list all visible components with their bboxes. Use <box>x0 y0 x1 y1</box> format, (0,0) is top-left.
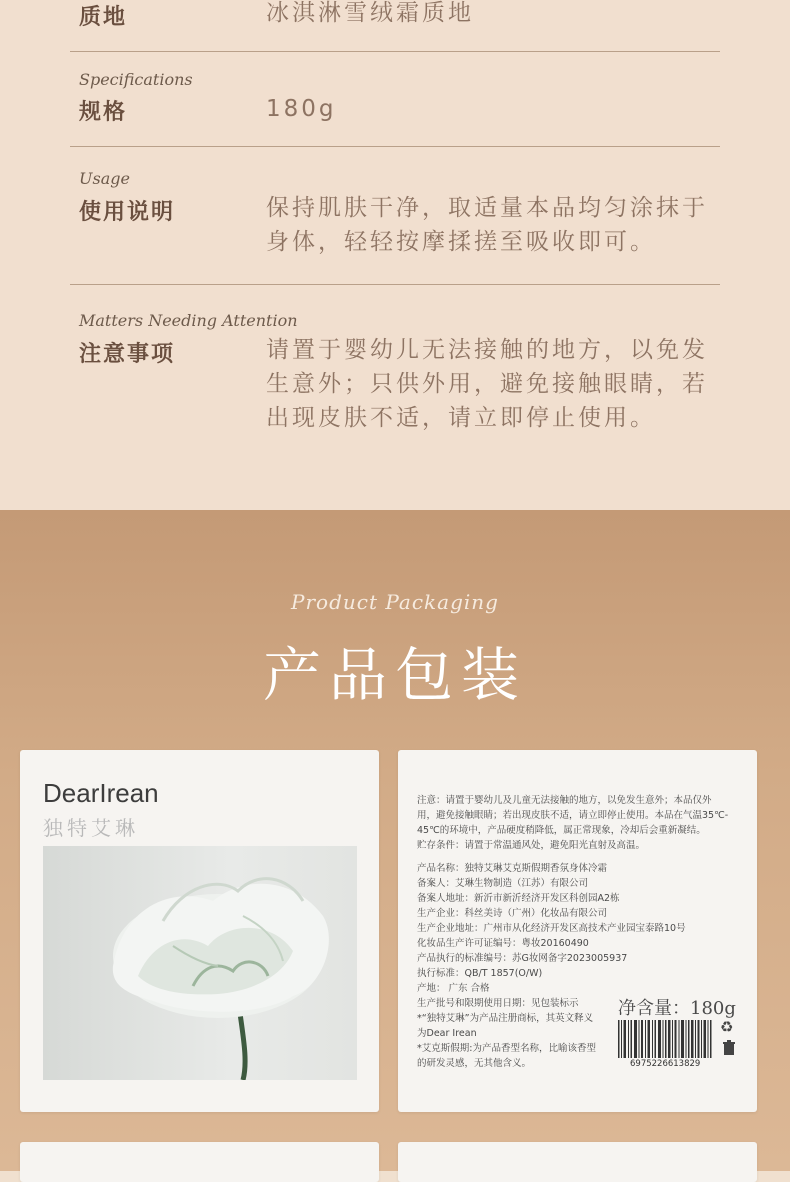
label-line: 化妆品生产许可证编号：粤妆20160490 <box>417 938 589 949</box>
trash-bin-icon <box>722 1040 736 1060</box>
spec-label: 质地 <box>79 5 128 30</box>
label-line: 产品执行的标准编号：苏G妆网备字2023005937 <box>417 953 628 964</box>
recycle-icon: ♻ <box>720 1018 734 1036</box>
label-line: 产品名称：独特艾琳艾克斯假期香氛身体冷霜 <box>417 863 608 874</box>
divider <box>70 284 720 285</box>
spec-label: 规格 <box>79 100 128 125</box>
spec-english-label: Specifications <box>79 70 193 89</box>
label-line: 备案人：艾琳生物制造（江苏）有限公司 <box>417 878 589 889</box>
tulip-photo <box>43 846 357 1080</box>
spec-row-texture <box>70 0 720 50</box>
divider <box>70 146 720 147</box>
spec-section <box>0 0 790 510</box>
spec-value: 180g <box>266 96 337 122</box>
label-line: 为Dear Irean <box>417 1028 477 1039</box>
spec-label: 注意事项 <box>79 342 176 367</box>
spec-row-attention <box>70 311 720 451</box>
barcode-number: 6975226613829 <box>630 1059 701 1069</box>
label-line: 的研发灵感，无其他含义。 <box>417 1058 532 1069</box>
label-line: 生产批号和限期使用日期：见包装标示 <box>417 998 579 1009</box>
label-line: 注意：请置于婴幼儿及儿童无法接触的地方，以免发生意外；本品仅外 <box>417 795 712 806</box>
packaging-section <box>0 510 790 1171</box>
spec-english-label: Usage <box>79 169 130 188</box>
label-line: 生产企业地址：广州市从化经济开发区高技术产业园宝泰路10号 <box>417 923 686 934</box>
tulip-illustration <box>43 846 357 1080</box>
label-line: 生产企业：科丝美诗（广州）化妆品有限公司 <box>417 908 608 919</box>
label-line: 备案人地址：新沂市新沂经济开发区科创园A2栋 <box>417 893 620 904</box>
label-line: 用，避免接触眼睛；若出现皮肤不适，请立即停止使用。本品在气温35℃- <box>417 810 729 821</box>
spec-value: 保持肌肤干净，取适量本品均匀涂抹于身体，轻轻按摩揉搓至吸收即可。 <box>266 195 708 255</box>
packaging-title: 产品包装 <box>262 641 527 709</box>
spec-label: 使用说明 <box>79 200 176 225</box>
label-line: *“独特艾琳”为产品注册商标，其英文释义 <box>417 1013 594 1024</box>
label-line: *艾克斯假期:为产品香型名称，比喻该香型 <box>417 1043 596 1054</box>
label-line: 45℃的环境中，产品硬度稍降低，属正常现象，冷却后会重新凝结。 <box>417 825 706 836</box>
package-card <box>398 1142 757 1182</box>
label-line: 执行标准：QB/T 1857(O/W) <box>417 968 543 979</box>
package-card <box>20 1142 379 1182</box>
packaging-title-english: Product Packaging <box>291 590 499 614</box>
net-content: 净含量：180g <box>618 998 736 1019</box>
spec-value: 冰淇淋雪绒霜质地 <box>266 0 474 26</box>
label-line: 产地： 广东 合格 <box>417 983 490 994</box>
package-back-label <box>398 750 757 1112</box>
barcode <box>618 1020 713 1058</box>
package-front-image <box>20 750 379 1112</box>
brand-logo: DearIrean <box>43 778 159 808</box>
spec-value: 请置于婴幼儿无法接触的地方，以免发生意外；只供外用，避免接触眼睛，若出现皮肤不适，请立即停止使用。 <box>266 337 708 431</box>
spec-english-label: Matters Needing Attention <box>79 311 298 330</box>
spec-row-specifications <box>70 70 720 140</box>
label-line: 贮存条件：请置于常温通风处，避免阳光直射及高温。 <box>417 840 646 851</box>
brand-logo-cn: 独特艾琳 <box>43 816 139 840</box>
divider <box>70 51 720 52</box>
spec-row-usage <box>70 169 720 269</box>
